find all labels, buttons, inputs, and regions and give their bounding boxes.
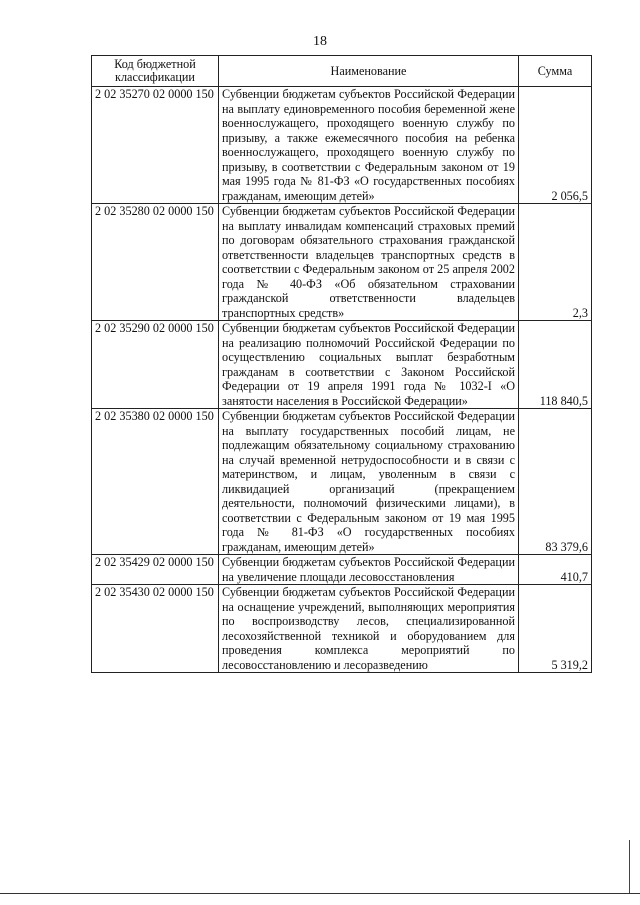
- row-code: 2 02 35380 02 0000 150: [92, 409, 219, 555]
- row-code: 2 02 35430 02 0000 150: [92, 585, 219, 673]
- header-code: Код бюджетной классификации: [92, 56, 219, 87]
- scan-edge-line: [0, 893, 640, 894]
- row-sum: 2 056,5: [519, 87, 592, 204]
- page-number: 18: [313, 34, 327, 49]
- row-code: 2 02 35280 02 0000 150: [92, 204, 219, 321]
- budget-table: [91, 55, 592, 673]
- table-row: [92, 555, 592, 585]
- table-row: [92, 87, 592, 204]
- row-sum: 118 840,5: [519, 321, 592, 409]
- table-row: [92, 409, 592, 555]
- row-name: Субвенции бюджетам субъектов Российской Федерации на реализацию полномочий Российской Федерации по осуществлению социальных выплат безработным гражданам в соответствии с Законом Российской Федерации от 19 апреля 1991 года № 1032-I «О занятости населения в Российской Федерации»: [219, 321, 519, 409]
- header-name: Наименование: [219, 56, 519, 87]
- row-sum: 2,3: [519, 204, 592, 321]
- row-code: 2 02 35290 02 0000 150: [92, 321, 219, 409]
- row-name: Субвенции бюджетам субъектов Российской Федерации на оснащение учреждений, выполняющих мероприятия по воспроизводству лесов, специализированной лесохозяйственной техникой и оборудованием для проведения комплекса мероприятий по лесовосстановлению и лесоразведению: [219, 585, 519, 673]
- row-sum: 5 319,2: [519, 585, 592, 673]
- row-name: Субвенции бюджетам субъектов Российской Федерации на увеличение площади лесовосстановления: [219, 555, 519, 585]
- header-sum: Сумма: [519, 56, 592, 87]
- table-row: [92, 204, 592, 321]
- row-name: Субвенции бюджетам субъектов Российской Федерации на выплату инвалидам компенсаций страховых премий по договорам обязательного страхования гражданской ответственности владельцев транспортных средств в соответствии с Федеральным законом от 25 апреля 2002 года № 40-ФЗ «Об обязательном страховании гражданской ответственности владельцев транспортных средств»: [219, 204, 519, 321]
- row-name: Субвенции бюджетам субъектов Российской Федерации на выплату единовременного пособия беременной жене военнослужащего, проходящего военную службу по призыву, а также ежемесячного пособия на ребенка военнослужащего, проходящего военную службу по призыву, в соответствии с Федеральным законом от 19 мая 1995 года № 81-ФЗ «О государственных пособиях гражданам, имеющим детей»: [219, 87, 519, 204]
- table-header-row: [92, 56, 592, 87]
- row-code: 2 02 35270 02 0000 150: [92, 87, 219, 204]
- row-name: Субвенции бюджетам субъектов Российской Федерации на выплату государственных пособий лицам, не подлежащим обязательному социальному страхованию на случай временной нетрудоспособности и в связи с материнством, и лицам, уволенным в связи с ликвидацией организаций (прекращением деятельности, полномочий физическими лицами), в соответствии с Федеральным законом от 19 мая 1995 года № 81-ФЗ «О государственных пособиях гражданам, имеющим детей»: [219, 409, 519, 555]
- row-code: 2 02 35429 02 0000 150: [92, 555, 219, 585]
- scan-edge-mark: [629, 840, 630, 893]
- row-sum: 410,7: [519, 555, 592, 585]
- table-row: [92, 321, 592, 409]
- row-sum: 83 379,6: [519, 409, 592, 555]
- table-row: [92, 585, 592, 673]
